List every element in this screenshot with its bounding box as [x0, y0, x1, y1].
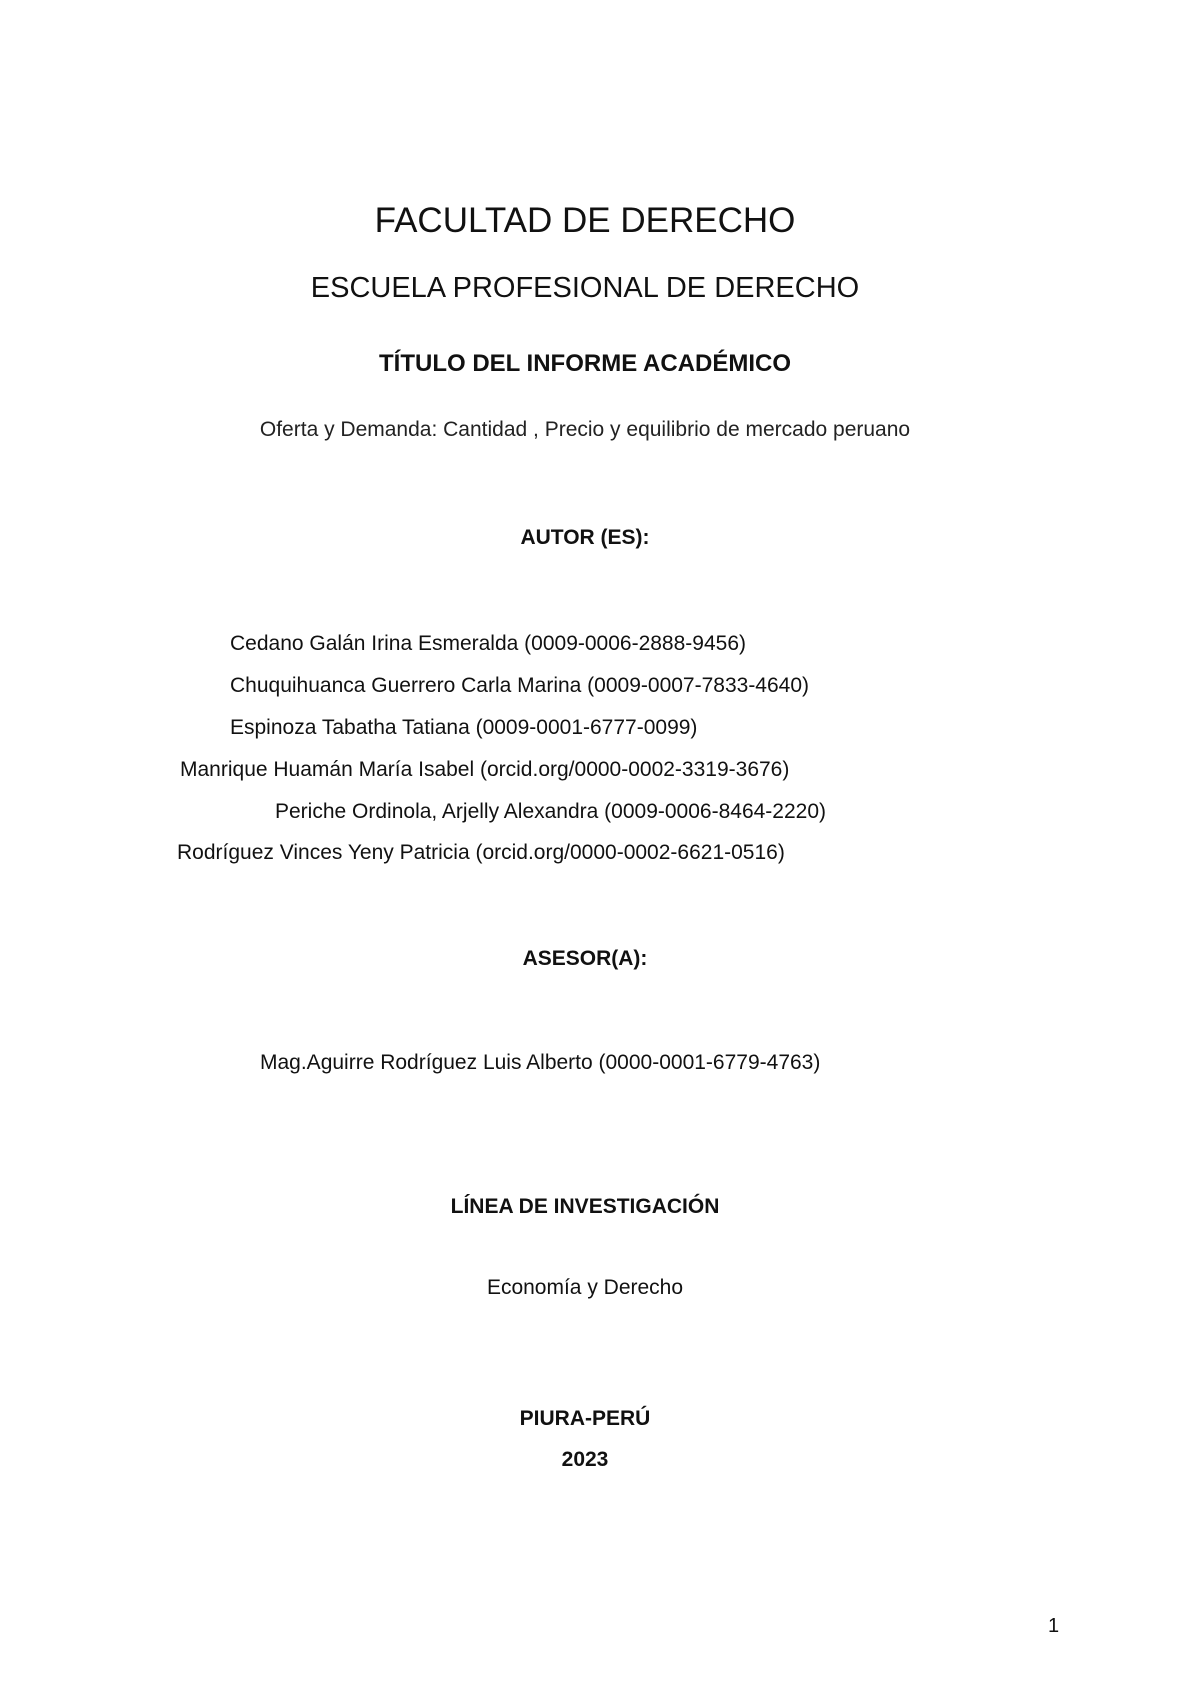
author-entry: Cedano Galán Irina Esmeralda (0009-0006-2888-9456): [230, 632, 746, 655]
location: PIURA-PERÚ: [519, 1407, 651, 1430]
author-entry: Chuquihuanca Guerrero Carla Marina (0009-0007-7833-4640): [230, 674, 810, 697]
advisor-name: Mag.Aguirre Rodríguez Luis Alberto (0000-0001-6779-4763): [260, 1051, 821, 1074]
page-number: 1: [1048, 1615, 1060, 1637]
title-heading: TÍTULO DEL INFORME ACADÉMICO: [379, 350, 791, 377]
faculty-name: FACULTAD DE DERECHO: [374, 201, 796, 240]
advisor-heading: ASESOR(A):: [522, 947, 648, 970]
report-title: Oferta y Demanda: Cantidad , Precio y equilibrio de mercado peruano: [259, 418, 911, 441]
school-name: ESCUELA PROFESIONAL DE DERECHO: [310, 272, 860, 304]
research-line-value: Economía y Derecho: [486, 1276, 684, 1299]
research-line-heading: LÍNEA DE INVESTIGACIÓN: [450, 1195, 720, 1218]
author-entry: Manrique Huamán María Isabel (orcid.org/0000-0002-3319-3676): [180, 758, 790, 781]
authors-heading: AUTOR (ES):: [520, 526, 650, 549]
author-entry: Rodríguez Vinces Yeny Patricia (orcid.org/0000-0002-6621-0516): [177, 841, 785, 864]
author-entry: Espinoza Tabatha Tatiana (0009-0001-6777-0099): [230, 716, 698, 739]
year: 2023: [561, 1448, 609, 1471]
author-entry: Periche Ordinola, Arjelly Alexandra (0009-0006-8464-2220): [275, 800, 827, 823]
